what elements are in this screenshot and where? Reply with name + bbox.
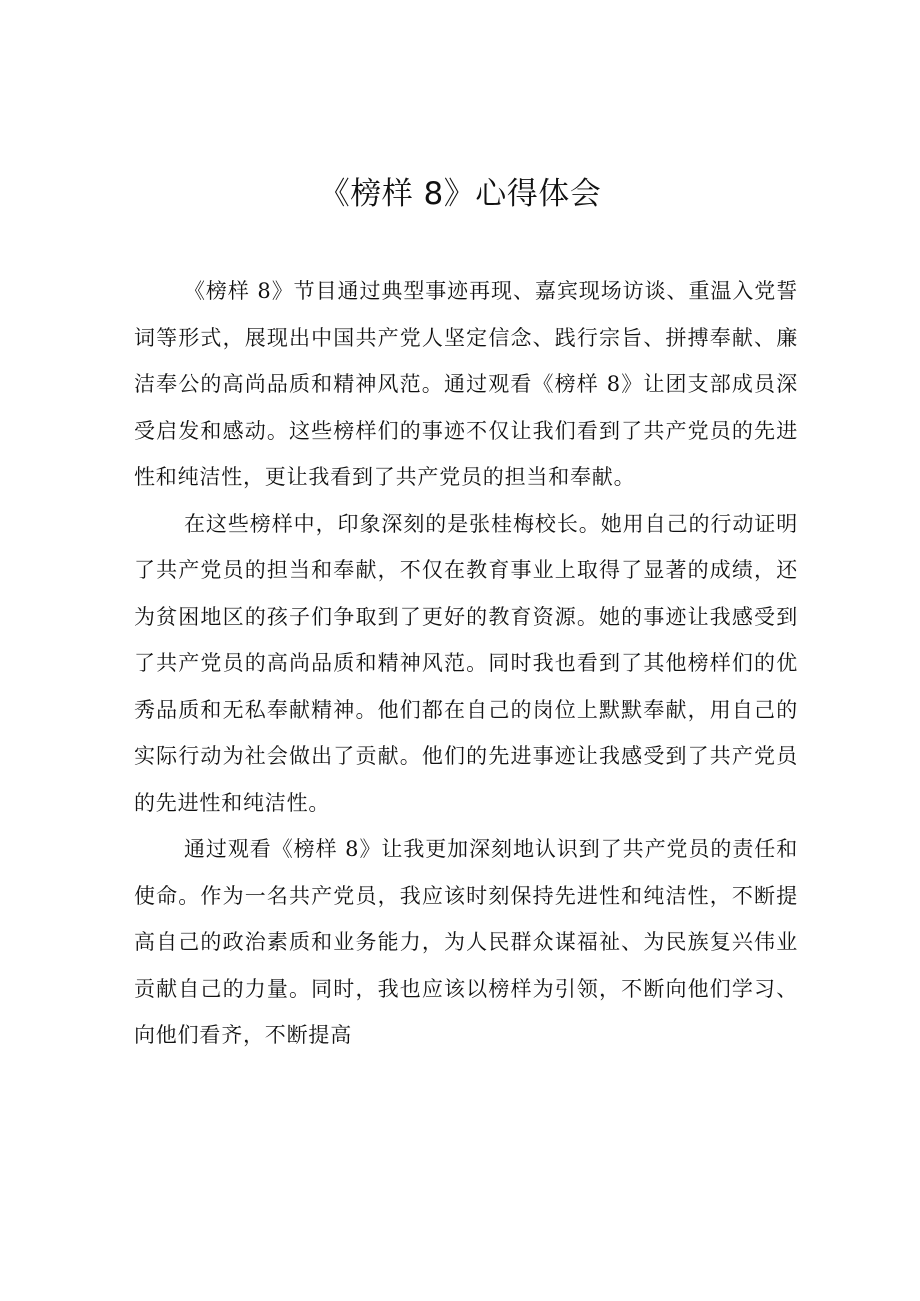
document-body [134, 268, 798, 1059]
paragraph-2: 在这些榜样中，印象深刻的是张桂梅校长。她用自己的行动证明了共产党员的担当和奉献，不仅在教育事业上取得了显著的成绩，还为贫困地区的孩子们争取到了更好的教育资源。她的事迹让我感受到了共产党员的高尚品质和精神风范。同时我也看到了其他榜样们的优秀品质和无私奉献精神。他们都在自己的岗位上默默奉献，用自己的实际行动为社会做出了贡献。他们的先进事迹让我感受到了共产党员的先进性和纯洁性。 [134, 511, 798, 815]
document-title: 《榜样 8》心得体会 [318, 176, 602, 212]
paragraph-1: 《榜样 8》节目通过典型事迹再现、嘉宾现场访谈、重温入党誓词等形式，展现出中国共产党人坚定信念、践行宗旨、拼搏奉献、廉洁奉公的高尚品质和精神风范。通过观看《榜样 8》让团支部成员深受启发和感动。这些榜样们的事迹不仅让我们看到了共产党员的先进性和纯洁性，更让我看到了共产党员的担当和奉献。 [134, 279, 798, 489]
paragraph-3: 通过观看《榜样 8》让我更加深刻地认识到了共产党员的责任和使命。作为一名共产党员，我应该时刻保持先进性和纯洁性，不断提高自己的政治素质和业务能力，为人民群众谋福祉、为民族复兴伟业贡献自己的力量。同时，我也应该以榜样为引领，不断向他们学习、向他们看齐，不断提高 [134, 837, 798, 1047]
